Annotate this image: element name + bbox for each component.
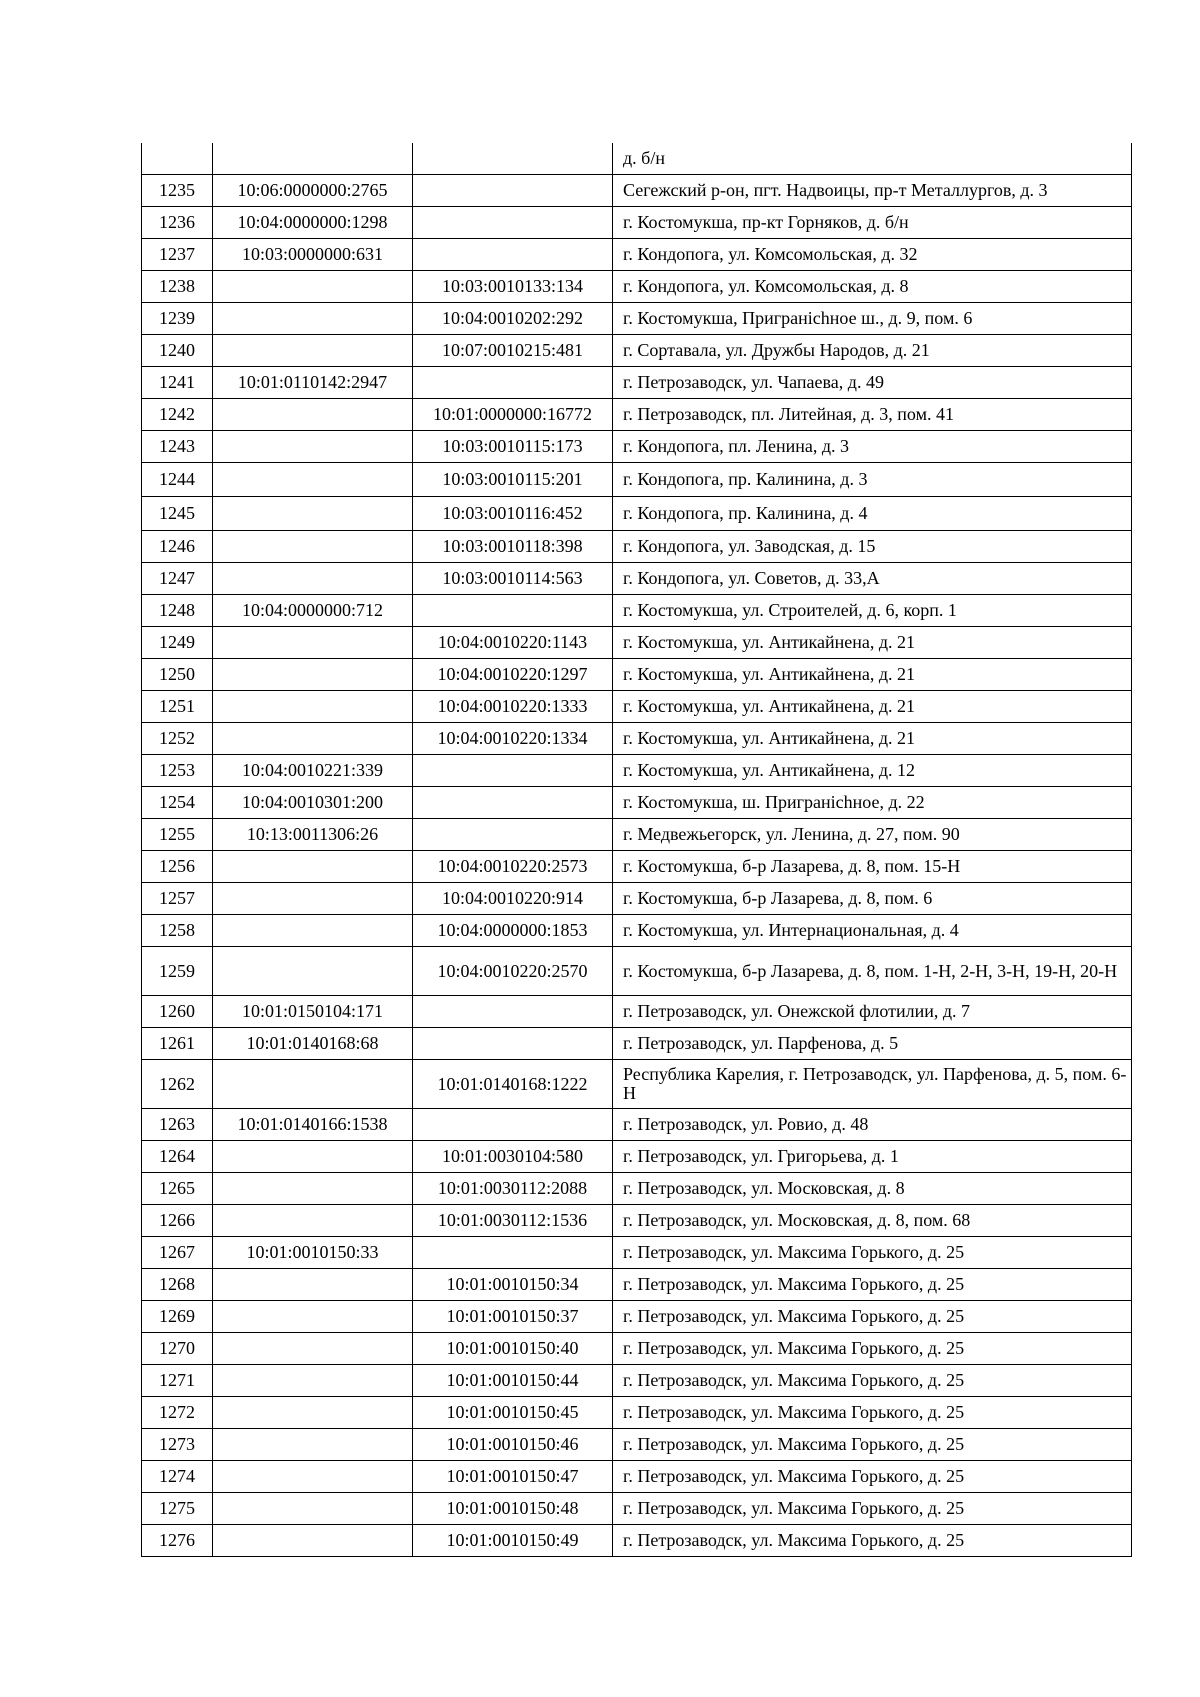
object-cadastral-number-cell: 10:04:0000000:1853	[413, 915, 613, 947]
object-cadastral-number-cell	[413, 239, 613, 271]
table-row	[142, 947, 1132, 996]
address-cell: г. Петрозаводск, ул. Ровио, д. 48	[613, 1109, 1132, 1141]
address-cell: г. Петрозаводск, пл. Литейная, д. 3, пом. 41	[613, 399, 1132, 431]
object-cadastral-number-cell: 10:01:0010150:48	[413, 1493, 613, 1525]
table-row	[142, 595, 1132, 627]
table-row	[142, 1237, 1132, 1269]
object-cadastral-number-cell: 10:01:0030112:2088	[413, 1173, 613, 1205]
object-cadastral-number-cell: 10:01:0030104:580	[413, 1141, 613, 1173]
table-row	[142, 883, 1132, 915]
object-cadastral-number-cell	[413, 1237, 613, 1269]
row-number-cell: 1242	[142, 399, 213, 431]
table-row	[142, 915, 1132, 947]
row-number-cell: 1264	[142, 1141, 213, 1173]
land-cadastral-number-cell: 10:01:0150104:171	[213, 996, 413, 1028]
row-number-cell: 1238	[142, 271, 213, 303]
address-cell: г. Кондопога, пр. Калинина, д. 4	[613, 497, 1132, 531]
row-number-cell: 1235	[142, 175, 213, 207]
address-cell: г. Петрозаводск, ул. Максима Горького, д. 25	[613, 1237, 1132, 1269]
row-number-cell: 1273	[142, 1429, 213, 1461]
address-cell: г. Кондопога, пр. Калинина, д. 3	[613, 463, 1132, 497]
row-number-cell: 1253	[142, 755, 213, 787]
land-cadastral-number-cell	[213, 1173, 413, 1205]
object-cadastral-number-cell: 10:01:0140168:1222	[413, 1060, 613, 1109]
table-row	[142, 723, 1132, 755]
land-cadastral-number-cell	[213, 947, 413, 996]
address-cell: Республика Карелия, г. Петрозаводск, ул. Парфенова, д. 5, пом. 6-Н	[613, 1060, 1132, 1109]
land-cadastral-number-cell	[213, 915, 413, 947]
row-number-cell: 1250	[142, 659, 213, 691]
address-cell: г. Петрозаводск, ул. Чапаева, д. 49	[613, 367, 1132, 399]
land-cadastral-number-cell: 10:01:0140168:68	[213, 1028, 413, 1060]
address-cell: г. Петрозаводск, ул. Максима Горького, д. 25	[613, 1365, 1132, 1397]
land-cadastral-number-cell	[213, 1269, 413, 1301]
object-cadastral-number-cell: 10:03:0010115:173	[413, 431, 613, 463]
row-number-cell: 1275	[142, 1493, 213, 1525]
table-row	[142, 755, 1132, 787]
address-cell: г. Петрозаводск, ул. Максима Горького, д. 25	[613, 1493, 1132, 1525]
object-cadastral-number-cell: 10:01:0010150:46	[413, 1429, 613, 1461]
land-cadastral-number-cell: 10:06:0000000:2765	[213, 175, 413, 207]
address-cell: г. Петрозаводск, ул. Московская, д. 8, пом. 68	[613, 1205, 1132, 1237]
land-cadastral-number-cell	[213, 883, 413, 915]
object-cadastral-number-cell: 10:07:0010215:481	[413, 335, 613, 367]
object-cadastral-number-cell: 10:03:0010115:201	[413, 463, 613, 497]
land-cadastral-number-cell: 10:04:0000000:712	[213, 595, 413, 627]
object-cadastral-number-cell	[413, 175, 613, 207]
row-number-cell: 1245	[142, 497, 213, 531]
table-row	[142, 851, 1132, 883]
address-cell: г. Кондопога, ул. Советов, д. 33,А	[613, 563, 1132, 595]
table-row	[142, 303, 1132, 335]
row-number-cell: 1248	[142, 595, 213, 627]
table-row	[142, 1397, 1132, 1429]
row-number-cell: 1258	[142, 915, 213, 947]
table-row	[142, 659, 1132, 691]
object-cadastral-number-cell: 10:01:0030112:1536	[413, 1205, 613, 1237]
address-cell: г. Петрозаводск, ул. Парфенова, д. 5	[613, 1028, 1132, 1060]
row-number-cell: 1236	[142, 207, 213, 239]
object-cadastral-number-cell: 10:01:0010150:44	[413, 1365, 613, 1397]
object-cadastral-number-cell: 10:03:0010116:452	[413, 497, 613, 531]
land-cadastral-number-cell	[213, 1461, 413, 1493]
table-row	[142, 335, 1132, 367]
land-cadastral-number-cell: 10:01:0010150:33	[213, 1237, 413, 1269]
row-number-cell: 1267	[142, 1237, 213, 1269]
object-cadastral-number-cell: 10:01:0010150:37	[413, 1301, 613, 1333]
table-row	[142, 1461, 1132, 1493]
row-number-cell: 1247	[142, 563, 213, 595]
object-cadastral-number-cell: 10:01:0010150:40	[413, 1333, 613, 1365]
address-cell: г. Костомукша, ш. Пригранichное, д. 22	[613, 787, 1132, 819]
object-cadastral-number-cell	[413, 755, 613, 787]
row-number-cell	[142, 143, 213, 175]
row-number-cell: 1270	[142, 1333, 213, 1365]
property-registry-table	[141, 143, 1132, 1557]
land-cadastral-number-cell	[213, 399, 413, 431]
table-row	[142, 691, 1132, 723]
object-cadastral-number-cell: 10:01:0010150:49	[413, 1525, 613, 1557]
row-number-cell: 1237	[142, 239, 213, 271]
row-number-cell: 1272	[142, 1397, 213, 1429]
land-cadastral-number-cell	[213, 851, 413, 883]
land-cadastral-number-cell	[213, 1429, 413, 1461]
object-cadastral-number-cell	[413, 595, 613, 627]
address-cell: г. Кондопога, ул. Заводская, д. 15	[613, 531, 1132, 563]
land-cadastral-number-cell	[213, 1333, 413, 1365]
land-cadastral-number-cell: 10:04:0000000:1298	[213, 207, 413, 239]
address-cell: г. Костомукша, ул. Антикайнена, д. 21	[613, 627, 1132, 659]
address-cell: г. Кондопога, пл. Ленина, д. 3	[613, 431, 1132, 463]
row-number-cell: 1266	[142, 1205, 213, 1237]
row-number-cell: 1260	[142, 996, 213, 1028]
land-cadastral-number-cell	[213, 1301, 413, 1333]
address-cell: г. Костомукша, пр-кт Горняков, д. б/н	[613, 207, 1132, 239]
land-cadastral-number-cell	[213, 303, 413, 335]
object-cadastral-number-cell: 10:01:0010150:47	[413, 1461, 613, 1493]
row-number-cell: 1261	[142, 1028, 213, 1060]
object-cadastral-number-cell	[413, 207, 613, 239]
address-cell: г. Костомукша, ул. Антикайнена, д. 12	[613, 755, 1132, 787]
table-row	[142, 819, 1132, 851]
object-cadastral-number-cell: 10:04:0010202:292	[413, 303, 613, 335]
address-cell: г. Костомукша, ул. Антикайнена, д. 21	[613, 659, 1132, 691]
address-cell: г. Костомукша, б-р Лазарева, д. 8, пом. 1-Н, 2-Н, 3-Н, 19-Н, 20-Н	[613, 947, 1132, 996]
land-cadastral-number-cell: 10:03:0000000:631	[213, 239, 413, 271]
row-number-cell: 1241	[142, 367, 213, 399]
table-row	[142, 1333, 1132, 1365]
object-cadastral-number-cell: 10:01:0010150:45	[413, 1397, 613, 1429]
object-cadastral-number-cell: 10:03:0010133:134	[413, 271, 613, 303]
row-number-cell: 1269	[142, 1301, 213, 1333]
row-number-cell: 1256	[142, 851, 213, 883]
table-row	[142, 787, 1132, 819]
object-cadastral-number-cell	[413, 1028, 613, 1060]
table-row	[142, 1525, 1132, 1557]
table-row	[142, 1109, 1132, 1141]
row-number-cell: 1257	[142, 883, 213, 915]
object-cadastral-number-cell	[413, 367, 613, 399]
table-row	[142, 627, 1132, 659]
land-cadastral-number-cell	[213, 1141, 413, 1173]
address-cell: г. Костомукша, ул. Антикайнена, д. 21	[613, 691, 1132, 723]
row-number-cell: 1271	[142, 1365, 213, 1397]
row-number-cell: 1249	[142, 627, 213, 659]
address-cell: Сегежский р-он, пгт. Надвоицы, пр-т Металлургов, д. 3	[613, 175, 1132, 207]
address-cell: г. Костомукша, ул. Антикайнена, д. 21	[613, 723, 1132, 755]
address-cell: г. Костомукша, Пригранichное ш., д. 9, пом. 6	[613, 303, 1132, 335]
table-row	[142, 1493, 1132, 1525]
land-cadastral-number-cell	[213, 1493, 413, 1525]
object-cadastral-number-cell: 10:04:0010220:2573	[413, 851, 613, 883]
land-cadastral-number-cell	[213, 463, 413, 497]
row-number-cell: 1265	[142, 1173, 213, 1205]
address-cell: г. Петрозаводск, ул. Онежской флотилии, д. 7	[613, 996, 1132, 1028]
land-cadastral-number-cell	[213, 335, 413, 367]
row-number-cell: 1254	[142, 787, 213, 819]
address-cell: г. Петрозаводск, ул. Максима Горького, д. 25	[613, 1333, 1132, 1365]
table-row	[142, 1060, 1132, 1109]
row-number-cell: 1252	[142, 723, 213, 755]
table-row	[142, 1173, 1132, 1205]
land-cadastral-number-cell: 10:04:0010301:200	[213, 787, 413, 819]
land-cadastral-number-cell	[213, 659, 413, 691]
row-number-cell: 1240	[142, 335, 213, 367]
table-row	[142, 563, 1132, 595]
table-row	[142, 531, 1132, 563]
address-cell: г. Костомукша, б-р Лазарева, д. 8, пом. 15-Н	[613, 851, 1132, 883]
land-cadastral-number-cell: 10:04:0010221:339	[213, 755, 413, 787]
table-row	[142, 399, 1132, 431]
table-row	[142, 996, 1132, 1028]
table-row	[142, 1365, 1132, 1397]
row-number-cell: 1276	[142, 1525, 213, 1557]
land-cadastral-number-cell	[213, 1397, 413, 1429]
land-cadastral-number-cell	[213, 143, 413, 175]
table-row	[142, 431, 1132, 463]
address-cell: г. Медвежьегорск, ул. Ленина, д. 27, пом. 90	[613, 819, 1132, 851]
land-cadastral-number-cell	[213, 531, 413, 563]
registry-table-body	[142, 143, 1132, 1557]
row-number-cell: 1243	[142, 431, 213, 463]
table-row	[142, 1301, 1132, 1333]
address-cell: г. Петрозаводск, ул. Максима Горького, д. 25	[613, 1301, 1132, 1333]
row-number-cell: 1263	[142, 1109, 213, 1141]
land-cadastral-number-cell	[213, 1205, 413, 1237]
table-row	[142, 463, 1132, 497]
address-cell: г. Кондопога, ул. Комсомольская, д. 32	[613, 239, 1132, 271]
object-cadastral-number-cell: 10:01:0010150:34	[413, 1269, 613, 1301]
land-cadastral-number-cell	[213, 431, 413, 463]
object-cadastral-number-cell: 10:04:0010220:2570	[413, 947, 613, 996]
table-row	[142, 1429, 1132, 1461]
table-row	[142, 143, 1132, 175]
row-number-cell: 1255	[142, 819, 213, 851]
object-cadastral-number-cell: 10:03:0010118:398	[413, 531, 613, 563]
land-cadastral-number-cell	[213, 1060, 413, 1109]
object-cadastral-number-cell	[413, 996, 613, 1028]
address-cell: г. Петрозаводск, ул. Максима Горького, д. 25	[613, 1269, 1132, 1301]
row-number-cell: 1244	[142, 463, 213, 497]
table-row	[142, 271, 1132, 303]
address-cell: г. Костомукша, ул. Строителей, д. 6, корп. 1	[613, 595, 1132, 627]
land-cadastral-number-cell	[213, 1525, 413, 1557]
row-number-cell: 1259	[142, 947, 213, 996]
land-cadastral-number-cell	[213, 627, 413, 659]
object-cadastral-number-cell	[413, 787, 613, 819]
land-cadastral-number-cell	[213, 497, 413, 531]
table-row	[142, 367, 1132, 399]
object-cadastral-number-cell: 10:03:0010114:563	[413, 563, 613, 595]
land-cadastral-number-cell	[213, 723, 413, 755]
land-cadastral-number-cell	[213, 691, 413, 723]
land-cadastral-number-cell: 10:01:0110142:2947	[213, 367, 413, 399]
object-cadastral-number-cell: 10:04:0010220:1334	[413, 723, 613, 755]
land-cadastral-number-cell	[213, 1365, 413, 1397]
address-cell: г. Петрозаводск, ул. Максима Горького, д. 25	[613, 1525, 1132, 1557]
address-cell: г. Петрозаводск, ул. Григорьева, д. 1	[613, 1141, 1132, 1173]
address-cell: г. Петрозаводск, ул. Максима Горького, д. 25	[613, 1429, 1132, 1461]
row-number-cell: 1246	[142, 531, 213, 563]
object-cadastral-number-cell: 10:04:0010220:1333	[413, 691, 613, 723]
object-cadastral-number-cell	[413, 143, 613, 175]
table-row	[142, 239, 1132, 271]
address-cell: г. Костомукша, ул. Интернациональная, д. 4	[613, 915, 1132, 947]
object-cadastral-number-cell	[413, 819, 613, 851]
table-row	[142, 175, 1132, 207]
table-row	[142, 1205, 1132, 1237]
land-cadastral-number-cell: 10:01:0140166:1538	[213, 1109, 413, 1141]
row-number-cell: 1251	[142, 691, 213, 723]
address-cell: г. Петрозаводск, ул. Максима Горького, д. 25	[613, 1461, 1132, 1493]
object-cadastral-number-cell: 10:04:0010220:914	[413, 883, 613, 915]
address-cell: г. Петрозаводск, ул. Максима Горького, д. 25	[613, 1397, 1132, 1429]
row-number-cell: 1239	[142, 303, 213, 335]
table-row	[142, 497, 1132, 531]
object-cadastral-number-cell	[413, 1109, 613, 1141]
table-row	[142, 1269, 1132, 1301]
address-cell: г. Кондопога, ул. Комсомольская, д. 8	[613, 271, 1132, 303]
land-cadastral-number-cell	[213, 271, 413, 303]
object-cadastral-number-cell: 10:04:0010220:1143	[413, 627, 613, 659]
address-cell: г. Петрозаводск, ул. Московская, д. 8	[613, 1173, 1132, 1205]
land-cadastral-number-cell: 10:13:0011306:26	[213, 819, 413, 851]
address-cell: г. Костомукша, б-р Лазарева, д. 8, пом. 6	[613, 883, 1132, 915]
table-row	[142, 1028, 1132, 1060]
land-cadastral-number-cell	[213, 563, 413, 595]
object-cadastral-number-cell: 10:01:0000000:16772	[413, 399, 613, 431]
row-number-cell: 1262	[142, 1060, 213, 1109]
row-number-cell: 1268	[142, 1269, 213, 1301]
address-cell: г. Сортавала, ул. Дружбы Народов, д. 21	[613, 335, 1132, 367]
table-row	[142, 1141, 1132, 1173]
table-row	[142, 207, 1132, 239]
object-cadastral-number-cell: 10:04:0010220:1297	[413, 659, 613, 691]
row-number-cell: 1274	[142, 1461, 213, 1493]
address-cell: д. б/н	[613, 143, 1132, 175]
